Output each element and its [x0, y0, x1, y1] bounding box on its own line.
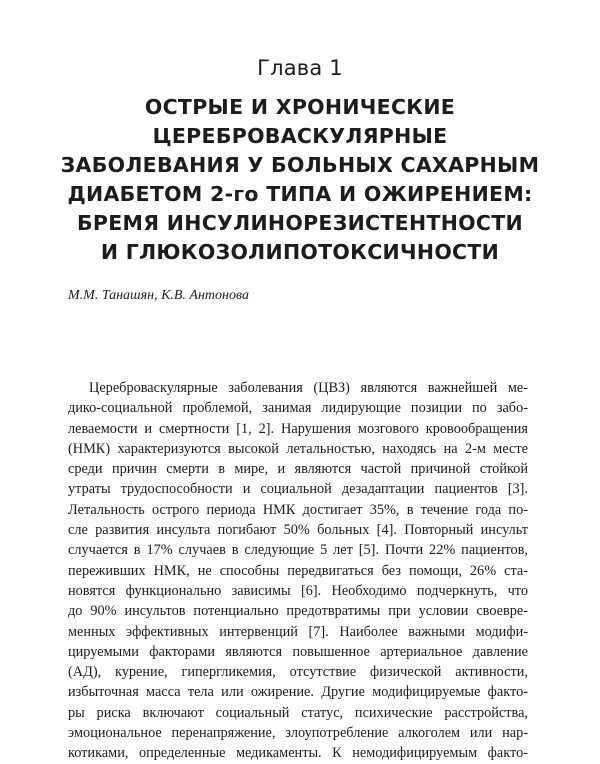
authors-line: М.М. Танашян, К.В. Антонова	[68, 288, 249, 303]
chapter-label: Глава 1	[257, 56, 343, 80]
text-line: леваемости и смертности [1, 2]. Нарушения мозгового кровообращения	[68, 420, 528, 437]
text-line: цируемыми факторами являются повышенное артериальное давление	[68, 643, 528, 660]
text-line: эмоциональное перенапряжение, злоупотребление алкоголем или нар-	[68, 725, 528, 742]
text-line: среди причин смерти в мире, и являются частой причиной стойкой	[68, 461, 528, 478]
text-line: утраты трудоспособности и социальной дезадаптации пациентов [3].	[68, 481, 528, 498]
body-paragraph	[68, 378, 528, 764]
chapter-title-line: ДИАБЕТОМ 2-го ТИПА И ОЖИРЕНИЕМ:	[67, 182, 533, 206]
text-line: новятся функционально зависимы [6]. Необходимо подчеркнуть, что	[68, 582, 528, 599]
text-line: дико-социальной проблемой, занимая лидирующие позиции по забо-	[68, 400, 528, 417]
text-line: до 90% инсультов потенциально предотвратимы при условии своевре-	[68, 603, 528, 620]
text-line: случается в 17% случаев в следующие 5 лет [5]. Почти 22% пациентов,	[68, 542, 528, 559]
text-line: котиками, определенные медикаменты. К немодифицируемым факто-	[68, 745, 528, 762]
text-line: (АД), курение, гипергликемия, отсутствие физической активности,	[68, 664, 528, 681]
text-line: ры риска включают социальный статус, психические расстройства,	[68, 704, 528, 721]
text-line: (НМК) характеризуются высокой летальностью, находясь на 2-м месте	[68, 440, 528, 457]
chapter-title-line: ЦЕРЕБРОВАСКУЛЯРНЫЕ	[152, 124, 448, 148]
chapter-title-line: ОСТРЫЕ И ХРОНИЧЕСКИЕ	[144, 95, 456, 119]
chapter-title	[20, 93, 580, 267]
text-line: менных эффективных интервенций [7]. Наиболее важными модифи-	[68, 623, 528, 640]
chapter-title-line: БРЕМЯ ИНСУЛИНОРЕЗИСТЕНТНОСТИ	[77, 211, 523, 235]
text-line: Летальность острого периода НМК достигает 35%, в течение года по-	[68, 501, 528, 518]
text-line: Цереброваскулярные заболевания (ЦВЗ) являются важнейшей ме-	[89, 380, 528, 396]
text-line: переживших НМК, не способны передвигаться без помощи, 26% ста-	[68, 562, 528, 579]
chapter-title-line: И ГЛЮКОЗОЛИПОТОКСИЧНОСТИ	[100, 240, 500, 264]
chapter-title-line: ЗАБОЛЕВАНИЯ У БОЛЬНЫХ САХАРНЫМ	[60, 153, 540, 177]
text-line: избыточная масса тела или ожирение. Другие модифицируемые факто-	[68, 684, 528, 701]
text-line: сле развития инсульта погибают 50% больных [4]. Повторный инсульт	[68, 522, 528, 539]
